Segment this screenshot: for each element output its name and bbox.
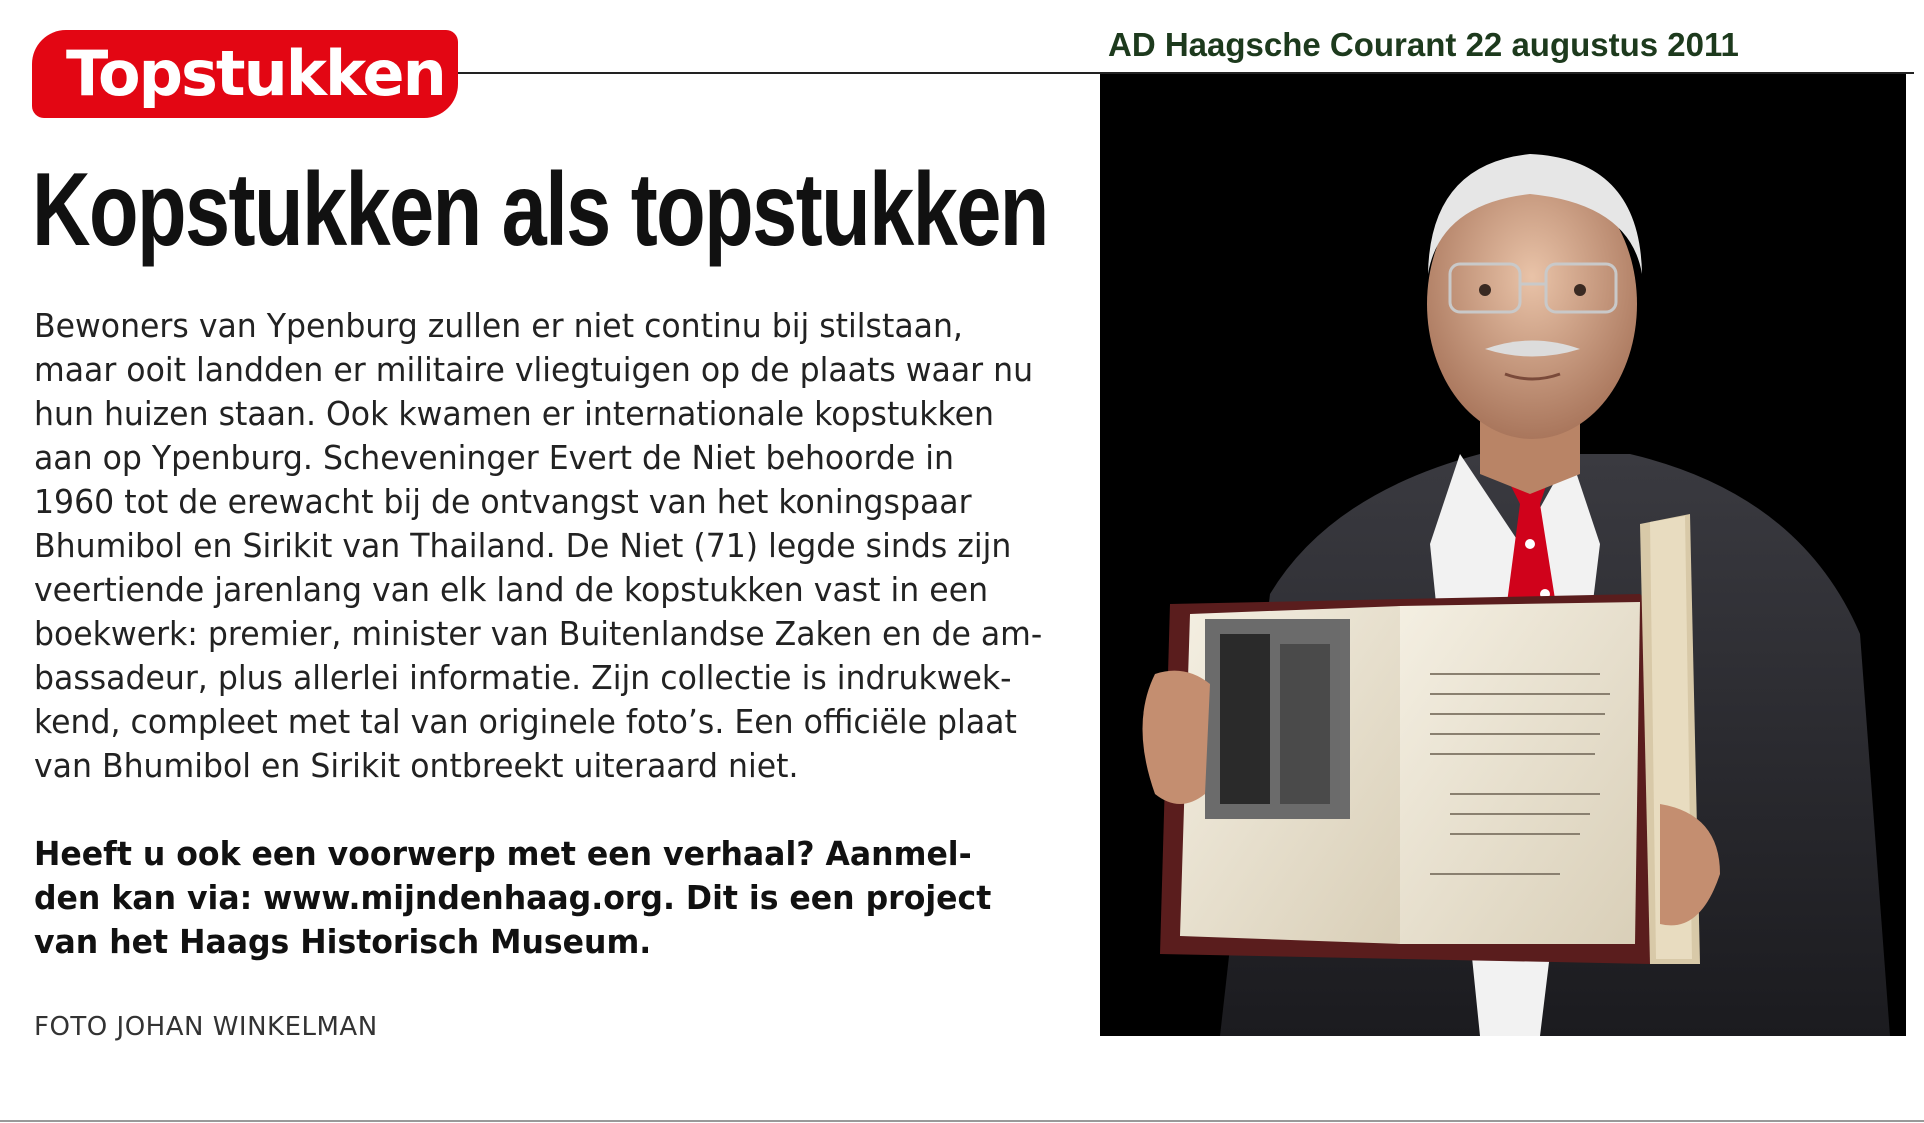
body-line: aan op Ypenburg. Scheveninger Evert de Niet behoorde in [34,438,955,477]
section-tag: Topstukken [32,30,458,118]
body-line: Bhumibol en Sirikit van Thailand. De Niet (71) legde sinds zijn [34,526,1012,565]
album-right-page [1400,602,1640,944]
body-line: maar ooit landden er militaire vliegtuigen op de plaats waar nu [34,350,1034,389]
call-to-action [34,832,1027,964]
body-line: veertiende jarenlang van elk land de kopstukken vast in een [34,570,989,609]
callout-line: den kan via: www.mijndenhaag.org. Dit is een project [34,878,992,917]
portrait-illustration [1100,74,1906,1036]
body-line: kend, compleet met tal van originele foto’s. Een officiële plaat [34,702,1017,741]
callout-line: Heeft u ook een voorwerp met een verhaal? Aanmel- [34,834,972,873]
left-hand [1143,671,1211,804]
body-line: 1960 tot de erewacht bij de ontvangst van het koningspaar [34,482,972,521]
body-line: hun huizen staan. Ook kwamen er internationale kopstukken [34,394,995,433]
bottom-divider [0,1120,1924,1122]
headline: Kopstukken als topstukken [32,152,1048,268]
body-line: van Bhumibol en Sirikit ontbreekt uiteraard niet. [34,746,799,785]
body-line: bassadeur, plus allerlei informatie. Zijn collectie is indrukwek- [34,658,1012,697]
body-line: boekwerk: premier, minister van Buitenlandse Zaken en de am- [34,614,1043,653]
body-line: Bewoners van Ypenburg zullen er niet continu bij stilstaan, [34,306,963,345]
article-photo [1100,74,1906,1036]
photo-credit: FOTO JOHAN WINKELMAN [34,1012,378,1042]
source-line: AD Haagsche Courant 22 augustus 2011 [1108,26,1739,63]
callout-line: van het Haags Historisch Museum. [34,922,652,961]
article-body [34,304,1043,788]
